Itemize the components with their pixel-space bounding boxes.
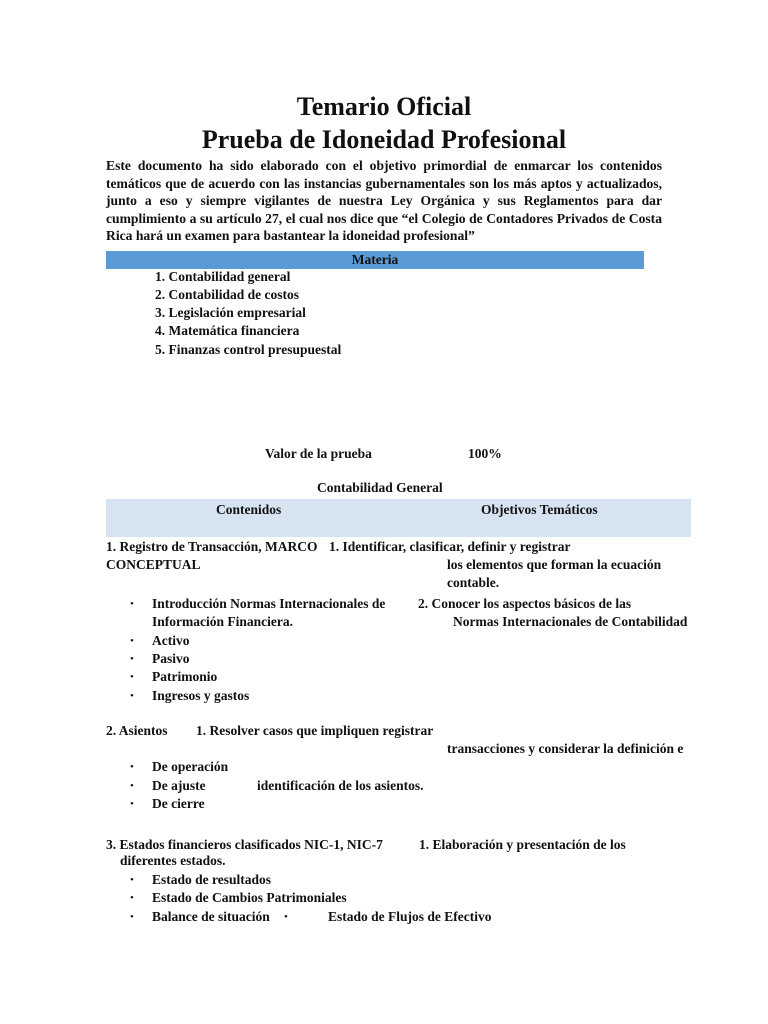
bullet-icon: • — [130, 892, 134, 904]
bullet-text: Estado de resultados — [152, 872, 272, 887]
bullet-icon: • — [130, 874, 134, 886]
bullet-text: Estado de Flujos de Efectivo — [328, 909, 492, 924]
bullet-text: Estado de Cambios Patrimoniales — [152, 890, 347, 905]
bullet-icon: • — [130, 798, 134, 810]
title-line2: Prueba de Idoneidad Profesional — [201, 125, 567, 154]
objective-text: contable. — [447, 575, 500, 590]
bullet-icon: • — [130, 690, 134, 702]
header-objetivos: Objetivos Temáticos — [481, 502, 598, 517]
materia-item: 1. Contabilidad general — [155, 269, 291, 284]
valor-label: Valor de la prueba — [265, 446, 372, 461]
bullet-text: Información Financiera. — [152, 614, 293, 629]
bullet-icon: • — [130, 671, 134, 683]
materia-item: 2. Contabilidad de costos — [155, 287, 300, 302]
bullet-text: Pasivo — [152, 651, 190, 666]
bullet-text: Introducción Normas Internacionales de — [152, 596, 386, 611]
valor-value: 100% — [468, 446, 502, 461]
intro-text: Este documento ha sido elaborado con el objetivo primordial de enmarcar los contenidos temáticos que de acuerdo con las instancias gubernamentales son los más aptos y actualizados, junto a eso y siempre vigilantes de nuestra Ley Orgánica y sus Reglamentos para dar cumplimiento a su artículo 27, el cual nos dice que “el Colegio de Contadores Privados de Costa Rica hará un examen para bastantear la idoneidad profesional” — [106, 158, 662, 243]
objective-text: los elementos que forman la ecuación — [447, 557, 662, 572]
section-title: Contabilidad General — [317, 480, 443, 495]
objective-text: 1. Elaboración y presentación de los — [419, 837, 626, 852]
bullet-text: De cierre — [152, 796, 205, 811]
bullet-icon: • — [130, 761, 134, 773]
materia-item: 3. Legislación empresarial — [155, 305, 306, 320]
materia-item: 5. Finanzas control presupuestal — [155, 342, 342, 357]
bullet-text: Activo — [152, 633, 190, 648]
content-item-cont: CONCEPTUAL — [106, 557, 201, 572]
materia-header: Materia — [351, 252, 399, 267]
bullet-icon: • — [130, 653, 134, 665]
bullet-icon: • — [130, 598, 134, 610]
intro-paragraph — [106, 157, 662, 245]
objective-text: Normas Internacionales de Contabilidad — [453, 614, 688, 629]
table-header-row — [106, 499, 691, 537]
bullet-text: Ingresos y gastos — [152, 688, 250, 703]
content-item: 3. Estados financieros clasificados NIC-1, NIC-7 — [106, 837, 383, 852]
materia-item: 4. Matemática financiera — [155, 323, 300, 338]
bullet-text: Patrimonio — [152, 669, 218, 684]
content-item: 1. Registro de Transacción, MARCO — [106, 539, 318, 554]
bullet-icon: • — [284, 911, 288, 923]
bullet-icon: • — [130, 635, 134, 647]
objective-text: transacciones y considerar la definición e — [447, 741, 684, 756]
materia-header-bar — [106, 251, 644, 269]
bullet-text: De ajuste — [152, 778, 206, 793]
objective-text: 1. Identificar, clasificar, definir y registrar — [329, 539, 571, 554]
bullet-text: De operación — [152, 759, 229, 774]
header-contenidos: Contenidos — [216, 502, 282, 517]
objective-text: identificación de los asientos. — [257, 778, 424, 793]
content-item: 2. Asientos — [106, 723, 168, 738]
objective-text: 1. Resolver casos que impliquen registrar — [196, 723, 434, 738]
bullet-icon: • — [130, 911, 134, 923]
content-item-cont: diferentes estados. — [120, 853, 226, 868]
objective-text: 2. Conocer los aspectos básicos de las — [418, 596, 632, 611]
bullet-text: Balance de situación — [152, 909, 270, 924]
bullet-icon: • — [130, 780, 134, 792]
title-line1: Temario Oficial — [296, 92, 472, 121]
